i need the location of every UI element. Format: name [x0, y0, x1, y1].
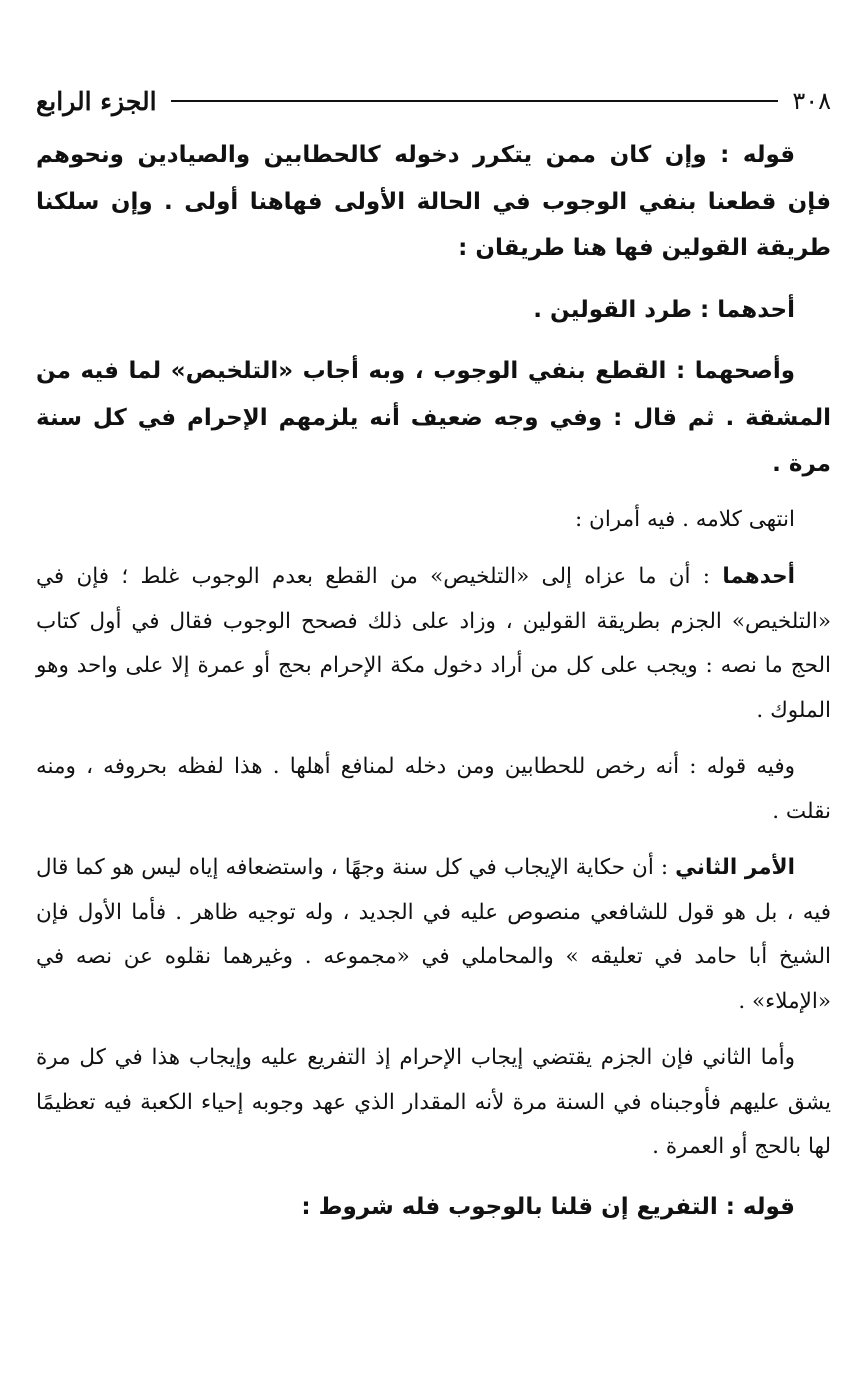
paragraph-text: قوله : التفريع إن قلنا بالوجوب فله شروط :: [301, 1193, 795, 1220]
paragraph-text: أحدهما : طرد القولين .: [533, 296, 795, 323]
page-header: [36, 78, 831, 124]
matn-paragraph-3: [36, 348, 831, 488]
commentary-paragraph-4: [36, 846, 831, 1024]
paragraph-lead: أحدهما: [722, 564, 795, 589]
matn-paragraph-2: [36, 287, 831, 334]
paragraph-text: : أن ما عزاه إلى «التلخيص» من القطع بعدم الوجوب غلط ؛ فإن في «التلخيص» الجزم بطريقة القولين ، وزاد على ذلك فصحح الوجوب فقال في أول كتاب الحج ما نصه : ويجب على كل من أراد دخول مكة الإحرام بحج أو عمرة إلا على واحد وهو الملوك .: [36, 564, 831, 723]
paragraph-text: وأما الثاني فإن الجزم يقتضي إيجاب الإحرام إذ التفريع عليه وإيجاب هذا في كل مرة يشق عليهم فأوجبناه في السنة مرة لأنه المقدار الذي عهد وجوبه إحياء الكعبة فيه تعظيمًا لها بالحج أو العمرة .: [36, 1045, 831, 1159]
matn-paragraph-4: [36, 1184, 831, 1231]
commentary-paragraph-2: [36, 555, 831, 733]
paragraph-lead: الأمر الثاني: [675, 855, 795, 880]
paragraph-text: : أن حكاية الإيجاب في كل سنة وجهًا ، واستضعافه إياه ليس هو كما قال فيه ، بل هو قول للشافعي منصوص عليه في الجديد ، وله توجيه ظاهر . فأما الأول فإن الشيخ أبا حامد في تعليقه » والمحاملي في «مجموعه . وغيرهما نقلوه عن نصه في «الإملاء» .: [36, 855, 831, 1014]
page: [36, 78, 831, 1230]
matn-paragraph-1: [36, 132, 831, 272]
paragraph-text: انتهى كلامه . فيه أمران :: [574, 506, 795, 532]
paragraph-text: قوله : وإن كان ممن يتكرر دخوله كالحطابين والصيادين ونحوهم فإن قطعنا بنفي الوجوب في الحالة الأولى فهاهنا أولى . وإن سلكنا طريقة القولين فها هنا طريقان :: [36, 142, 831, 261]
paragraph-text: وأصحهما : القطع بنفي الوجوب ، وبه أجاب «التلخيص» لما فيه من المشقة . ثم قال : وفي وجه ضعيف أنه يلزمهم الإحرام في كل سنة مرة .: [36, 358, 831, 477]
commentary-paragraph-3: [36, 745, 831, 834]
commentary-paragraph-1: [36, 498, 831, 543]
paragraph-text: وفيه قوله : أنه رخص للحطابين ومن دخله لمنافع أهلها . هذا لفظه بحروفه ، ومنه نقلت .: [36, 754, 831, 824]
page-number: ٣٠٨: [792, 87, 831, 115]
commentary-paragraph-5: [36, 1036, 831, 1170]
header-rule: [171, 100, 779, 102]
running-title: الجزء الرابع: [36, 86, 157, 116]
